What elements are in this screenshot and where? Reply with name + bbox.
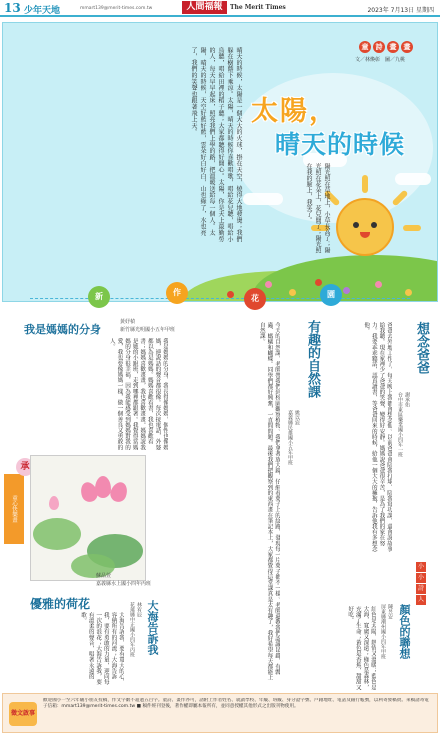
painting-artist: 蘇品萱	[96, 573, 112, 579]
newspaper-logo: 人間福報	[182, 1, 227, 14]
poem-title-line2: 晴天的時候	[275, 130, 406, 159]
article-title-miss-dad: 想念爸爸	[414, 322, 429, 374]
page-number: 13	[4, 1, 21, 15]
article-title-sea: 大海告訴我	[146, 600, 159, 655]
article-author-sea: 林宥辰	[136, 602, 142, 617]
sun-ray	[403, 225, 421, 231]
poem-badge	[359, 41, 413, 53]
article-author-miss-dad: 謝承佑	[404, 392, 410, 407]
article-body-nature-class: 今天的自然課，老師帶我們到校園觀察植物。我們拿著放大鏡，仔細看葉子上的紋路，發現每一片葉子都不一樣。老師還教我們認識昆蟲，有瓢蟲、螞蟻和蝴蝶。同學們都好興奮，一直問問題。最後我們把觀察到的東西畫在筆記本上，大家都覺得這堂課真是太有趣了，我好希望每天都能上自然課。	[258, 322, 280, 681]
article-author-mom: 黃妤楨	[120, 319, 136, 325]
small-poet-badge	[416, 562, 426, 605]
sun-illustration	[336, 198, 394, 256]
divider-line	[30, 298, 410, 299]
featured-poem-panel	[2, 22, 438, 302]
newspaper-logo-en: The Merit Times	[230, 4, 286, 11]
badge-char: 詩	[373, 41, 385, 53]
issue-date: 2023年 7月13日 星期四	[367, 7, 434, 14]
badge-char: 畫	[401, 41, 413, 53]
notice-text: 歡迎國小一至六年級小朋友投稿，作文字數不超過五百字。童詩、畫作亦可，請附上作者姓名、就讀學校、年級、班級、身分證字號、戶籍地址、電話及銀行帳號，以利寄發稿費。來稿請寄電子信箱：mmart139@merit-times.com.tw ■ 稿件經刊登後，著作權即屬本報所有，並同意授權其他形式之出版刊物使用。	[43, 698, 429, 710]
poem-title-line1: 太陽，	[251, 96, 338, 127]
deco-flower-badge: 作	[166, 282, 188, 304]
article-title-nature-class: 有趣的自然課	[305, 320, 320, 398]
badge-char: 畫	[387, 41, 399, 53]
cloud-illustration	[395, 173, 431, 185]
sun-ray	[362, 175, 368, 193]
submission-notice	[2, 693, 438, 733]
article-body-mom: 我是媽媽的分身，我長得像媽媽，個性也像媽媽，連說話的聲音都很像。每次接電話，外婆都以為是媽媽。媽媽喜歡看書，我也喜歡看書；媽媽喜歡畫畫，我也喜歡畫畫。媽媽說我是她的小跟班，走到哪裡都跟著。我覺得當媽媽的分身很幸福，因為我能感受到媽媽對我的愛，我也要像媽媽一樣，做一個善良又勇敢的人。	[108, 338, 168, 450]
article-body-sea: 大海告訴我，要有寬大的心，容納所有的河流；大海告訴我，要有勇敢的力量，迎向每一次的浪花；大海告訴我，要有溫柔的聲音，唱著永遠的歌。	[80, 612, 124, 685]
article-body-miss-dad: 爸爸去外地工作了，每天晚上我都會想念他。以前爸爸會陪我打球、陪我寫功課，還會說故事給我聽。現在家裡少了爸爸的笑聲，變得好安靜。媽媽說爸爸很辛苦，是為了我們的家在努力。我要乖乖聽話，認真讀書，等爸爸回來的時候，給他一個大大的擁抱，告訴他我有多想念他。	[363, 322, 392, 552]
page-header	[0, 0, 440, 17]
painting-school: 嘉義縣水上國小四年丙班	[96, 581, 152, 587]
section-divider	[0, 280, 440, 318]
article-title-mom: 我是媽媽的分身	[24, 323, 101, 336]
badge-char: 童	[359, 41, 371, 53]
notice-stamp: 徵文啟事	[9, 702, 37, 726]
article-title-colors: 顏色的聯想	[398, 604, 411, 659]
lotus-leaf	[33, 518, 81, 550]
lotus-painting	[30, 455, 146, 581]
article-school-colors: 屏東縣潮州國小四年甲班	[380, 604, 386, 659]
painting-title: 優雅的荷花	[30, 597, 91, 611]
article-school-sea: 花蓮縣中正國小四年丙班	[129, 602, 135, 657]
small-poet-char: 人	[417, 596, 424, 603]
kids-drawing-stamp: 承	[16, 458, 34, 476]
lotus-flower	[108, 480, 130, 504]
article-school-mom: 新竹縣光明國小五年甲班	[120, 327, 176, 333]
poem-body: 晴天的時候，太陽是一個大大的火球，掛在天空，燒得大地發燙；我們躲在樹蔭下乘涼。太陽，晴天的時候你喜歡唱歌，唱給花兒聽，唱給小鳥聽，唱給田裡的稻子聽；大家都聽得好開心。太陽，你是天上最勤勞的人，每天早早起床，照亮我們上學的路，把溫暖送給每一個人。太陽，晴天的時候，天空好藍好藍，雲朵好白好白，山也綠了，水也亮了，我們的笑聲也跟著飛上天。	[190, 47, 242, 243]
lotus-bud	[49, 496, 59, 510]
section-email: mmart139@merit-times.com.tw	[80, 6, 153, 11]
section-name: 少年天地	[24, 6, 61, 16]
poem-byline: 文／林煥彰 圖／九桃	[355, 57, 406, 63]
poem-body-continued: 陽光照在草地上，小草長高了；陽光照在花朵上，花兒開了；陽光照在我的臉上，我笑了。	[305, 163, 330, 253]
article-school-miss-dad: 台中市東區樂業國小四年一班	[397, 392, 403, 457]
kids-drawing-ribbon: 童心快樂畫	[4, 474, 24, 544]
article-author-colors: 陳昱安	[387, 604, 393, 619]
article-school-nature-class: 嘉義縣民雄國小五年甲班	[287, 410, 293, 465]
small-poet-char: 小	[417, 574, 424, 581]
article-body-colors: 紅色是太陽，熱情又溫暖；藍色是大海，寬廣又深遠；綠色是森林，充滿了生命；黃色是香蕉，甜甜又好吃。	[347, 606, 376, 690]
small-poet-char: 小	[417, 563, 424, 570]
small-poet-char: 詩	[417, 585, 424, 592]
deco-flower-badge: 新	[88, 286, 110, 308]
deco-flower-badge: 花	[244, 288, 266, 310]
article-author-nature-class: 姚以宸	[294, 410, 300, 425]
deco-flower-badge: 園	[320, 284, 342, 306]
